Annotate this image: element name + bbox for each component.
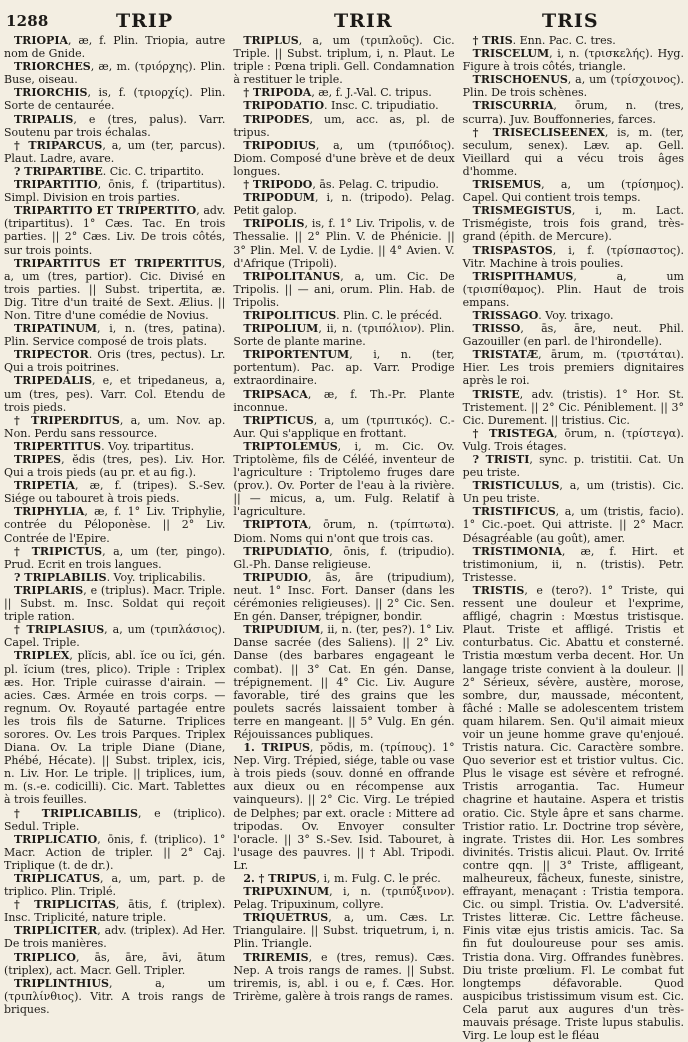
entry-definition: , a, um (tristis). Cic. Un peu triste. bbox=[462, 479, 684, 506]
entry-definition: , um, acc. as, pl. de tripus. bbox=[233, 112, 455, 139]
entry-definition: . Insc. C. tripudiatio. bbox=[324, 99, 439, 113]
column-middle bbox=[233, 34, 454, 1042]
dictionary-entry bbox=[4, 440, 225, 453]
entry-headword: TRIQUETRUS bbox=[243, 911, 329, 925]
entry-headword: TRISPASTOS bbox=[472, 243, 553, 257]
entry-definition: , a, um. Cic. De Tripolis. || — ani, orum. Plin. Hab. de Tripolis. bbox=[233, 269, 455, 309]
dictionary-entry bbox=[233, 348, 454, 387]
dictionary-entry bbox=[233, 518, 454, 544]
dictionary-entry bbox=[463, 584, 684, 1042]
entry-headword: TRIPLICO bbox=[14, 950, 76, 964]
entry-headword: † TRIPICTUS bbox=[14, 544, 103, 558]
entry-definition: , ōnis, f. (tripudio). Gl.-Ph. Danse religieuse. bbox=[233, 544, 455, 571]
entry-definition: , is, f. 1° Liv. Tripolis, v. de Thessalie. || 2° Plin. V. de Phénicie. || 3° Plin. Mel. V. de Lydie. || 4° Avien. V. d'Afrique (Tripoli). bbox=[233, 217, 455, 270]
entry-headword: TRIPODUM bbox=[243, 191, 315, 205]
dictionary-entry bbox=[4, 807, 225, 833]
entry-headword: TRISTIFICUS bbox=[472, 505, 556, 519]
entry-headword: TRISPITHAMUS bbox=[472, 269, 574, 283]
entry-definition: , a, um (tres, partior). Cic. Divisé en trois parties. || Subst. tripertita, æ. Dig. Titre d'un traité de Sext. Ælius. || Non. Titre d'une comédie de Novius. bbox=[4, 256, 226, 322]
entry-headword: TRIPTICUS bbox=[243, 413, 314, 427]
dictionary-entry bbox=[463, 126, 684, 178]
dictionary-entry bbox=[233, 741, 454, 872]
entry-headword: TRIPODIUS bbox=[243, 138, 316, 152]
dictionary-entry bbox=[233, 545, 454, 571]
entry-headword: TRIPOLITANUS bbox=[243, 269, 341, 283]
dictionary-entry bbox=[463, 545, 684, 584]
entry-definition: , e (triplus). Macr. Triple. || Subst. m. Insc. Soldat qui reçoit triple ration. bbox=[4, 583, 226, 624]
entry-definition: , adv. (tristis). 1° Hor. St. Tristement. || 2° Cic. Péniblement. || 3° Cic. Durement. || tristius. Cic. bbox=[462, 387, 684, 427]
dictionary-entry bbox=[4, 951, 225, 977]
entry-headword: 1. TRIPUS bbox=[243, 741, 310, 755]
entry-headword: 2. † TRIPUS bbox=[243, 872, 317, 885]
entry-headword: TRIPERTITUS bbox=[14, 439, 102, 453]
dictionary-entry bbox=[463, 479, 684, 505]
entry-definition: , e (triplico). Sedul. Triple. bbox=[4, 806, 226, 833]
entry-definition: , æ, f. (tripes). S.-Sev. Siége ou tabouret à trois pieds. bbox=[4, 479, 226, 506]
dictionary-entry bbox=[4, 139, 225, 165]
entry-headword: † TRISECLISEENEX bbox=[472, 125, 605, 139]
entry-definition: , pŏdis, m. (τρίπους). 1° Nep. Virg. Trépied, siége, table ou vase à trois pieds (souv. donné en offrande aux dieux ou en récompense aux vainqueurs). || 2° Cic. Virg. Le trépied de Delphes; par ext. oracle : Mittere ad tripodas. Ov. Envoyer consulter l'oracle. || 3° S.-Sev. Isid. Tabouret, à l'usage des pauvres. || † Abl. Tripodi. Lr. bbox=[233, 741, 455, 872]
dictionary-entry bbox=[4, 453, 225, 479]
entry-definition: . Enn. Pac. C. tres. bbox=[512, 34, 616, 47]
entry-definition: , e, et tripedaneus, a, um (tres, pes). Varr. Col. Etendu de trois pieds. bbox=[4, 374, 226, 414]
entry-definition: , adv. (triplex). Ad Her. De trois manières. bbox=[4, 924, 226, 951]
entry-definition: , a, um, part. p. de triplico. Plin. Triplé. bbox=[4, 872, 226, 899]
entry-definition: , ās, āre, neut. Phil. Gazouiller (en parl. de l'hirondelle). bbox=[462, 322, 684, 349]
entry-definition: , i, n. (ter, portentum). Pac. ap. Varr. Prodige extraordinaire. bbox=[233, 348, 455, 388]
entry-definition: , i, n. (tripodo). Pelag. Petit galop. bbox=[233, 191, 455, 218]
dictionary-entry bbox=[463, 34, 684, 47]
entry-headword: TRIPETIA bbox=[14, 479, 75, 493]
entry-headword: TRISTIS bbox=[472, 583, 525, 597]
entry-headword: TRIPOLITICUS bbox=[243, 308, 337, 322]
entry-headword: † TRIPLICITAS bbox=[14, 898, 116, 912]
entry-headword: TRIPOLIS bbox=[243, 217, 305, 231]
dictionary-entry bbox=[4, 86, 225, 112]
entry-headword: TRIPUDIO bbox=[243, 570, 308, 584]
entry-headword: TRIPLEX bbox=[14, 649, 70, 663]
entry-definition: , i, m. Lact. Trismégiste, trois fois grand, très-grand (épith. de Mercure). bbox=[462, 204, 684, 244]
entry-definition: , æ, f. J.-Val. C. tripus. bbox=[311, 86, 432, 100]
entry-headword: TRIPARTITIO bbox=[14, 178, 98, 192]
entry-headword: TRIPECTOR bbox=[14, 348, 89, 362]
dictionary-entry bbox=[4, 584, 225, 623]
entry-headword: TRIPUXINUM bbox=[243, 885, 330, 899]
entry-headword: TRIORCHIS bbox=[14, 86, 88, 100]
dictionary-entry bbox=[4, 924, 225, 950]
entry-headword: TRIPES bbox=[14, 453, 62, 466]
entry-definition: , a, um (τριπλοῦς). Cic. Triple. || Subst. triplum, i, n. Plaut. Le triple : Pœna tripli. Gell. Condamnation à restituer le triple. bbox=[233, 34, 455, 87]
entry-definition: . Voy. tripartitus. bbox=[101, 439, 195, 453]
entry-headword: TRISSAGO bbox=[472, 308, 539, 322]
dictionary-entry bbox=[4, 414, 225, 440]
entry-definition: , e (tres, palus). Varr. Soutenu par trois échalas. bbox=[4, 112, 226, 139]
dictionary-entry bbox=[233, 113, 454, 139]
entry-headword: TRISTIMONIA bbox=[472, 544, 562, 558]
page-header bbox=[4, 6, 684, 34]
entry-definition: , i, f. (τρίσπαστος). Vitr. Machine à trois poulies. bbox=[462, 243, 684, 270]
entry-headword: TRIPODATIO bbox=[243, 99, 325, 113]
dictionary-entry bbox=[233, 440, 454, 519]
entry-headword: ? TRIPARTIBE bbox=[14, 164, 103, 178]
entry-headword: TRISMEGISTUS bbox=[472, 204, 572, 218]
entry-definition: , ōrum, n. (τρίστεγα). Vulg. Trois étages. bbox=[462, 426, 684, 453]
entry-headword: TRIPTOLEMUS bbox=[243, 439, 338, 453]
dictionary-entry bbox=[233, 571, 454, 623]
entry-headword: TRIPORTENTUM bbox=[243, 348, 350, 362]
dictionary-entry bbox=[233, 872, 454, 885]
entry-definition: , sync. p. tristitii. Cat. Un peu triste. bbox=[462, 453, 684, 480]
dictionary-entry bbox=[233, 623, 454, 741]
dictionary-entry bbox=[4, 257, 225, 322]
entry-headword: ? TRISTI bbox=[472, 453, 530, 466]
entry-definition: , a, um (tristis, facio). 1° Cic.-poet. Qui attriste. || 2° Macr. Désagréable (au goût), amer. bbox=[462, 505, 684, 545]
dictionary-entry bbox=[4, 113, 225, 139]
entry-headword: TRISTE bbox=[472, 387, 520, 401]
dictionary-entry bbox=[4, 545, 225, 571]
entry-definition: , ās. Pelag. C. tripudio. bbox=[312, 178, 439, 192]
entry-headword: † TRIS bbox=[472, 34, 513, 47]
entry-headword: TRIPLICATIO bbox=[14, 832, 98, 846]
entry-headword: TRISTATÆ bbox=[472, 348, 539, 362]
text-columns bbox=[4, 34, 684, 1042]
dictionary-entry bbox=[4, 872, 225, 898]
entry-headword: † TRIPLASIUS bbox=[14, 623, 105, 637]
dictionary-entry bbox=[4, 505, 225, 544]
entry-definition: . Oris (tres, pectus). Lr. Qui a trois poitrines. bbox=[4, 348, 226, 375]
dictionary-entry bbox=[233, 34, 454, 86]
entry-definition: , ōnis, f. (tripartitus). Simpl. Division en trois parties. bbox=[4, 178, 226, 205]
dictionary-entry bbox=[4, 649, 225, 806]
entry-definition: , i, m. Fulg. C. le préc. bbox=[316, 872, 441, 885]
entry-definition: , a, um (τριπλάσιος). Capel. Triple. bbox=[4, 623, 226, 650]
entry-definition: , is, f. (τριορχίς). Plin. Sorte de centaurée. bbox=[4, 86, 226, 113]
entry-definition: , e (tres, remus). Cæs. Nep. A trois rangs de rames. || Subst. triremis, is, abl. i ou e, f. Cæs. Hor. Trirème, galère à trois rangs de rames. bbox=[233, 950, 455, 1003]
entry-definition: , ōrum, n. (τρίπτωτα). Diom. Noms qui n'ont que trois cas. bbox=[233, 518, 455, 545]
entry-headword: TRIREMIS bbox=[243, 950, 309, 964]
entry-headword: TRIPLICATUS bbox=[14, 872, 101, 885]
entry-definition: , e (tero?). 1° Triste, qui ressent une douleur et l'exprime, affligé, chagrin : Mœstus tristisque. Plaut. Triste et affligé. Tristis et conturbatus. Cic. Abattu et consterné. Tristia mœstum verba decent. Hor. Un langage triste convient à la douleur. || 2° Sérieux, sévère, austère, morose, sombre, dur, maussade, mécontent, fâché : Malle se adolescentem tristem quam hilarem. Sen. Qu'il aimait mieux voir un jeune homme grave qu'enjoué. Tristis natura. Cic. Caractère sombre. Quo severior est et tristior vultus. Cic. Plus le visage est sévère et refrogné. Tristis arrogantia. Tac. Humeur chagrine et hautaine. Aspera et tristis oratio. Cic. Style âpre et sans charme. Tristior ratio. Lr. Doctrine trop sévère, ingrate. Tristes dii. Hor. Les sombres divinités. Tristis alicui. Plaut. Ov. Irrité contre qqn. || 3° Triste, affligeant, malheureux, fâcheux, funeste, sinistre, effrayant, menaçant : Tristia tempora. Cic. ou simpl. Tristia. Ov. L'adversité. Tristes litteræ. Cic. Lettre fâcheuse. Finis vitæ ejus tristis amicis. Tac. Sa fin fut douloureuse pour ses amis. Tristia dona. Virg. Offrandes funèbres. Diu triste prœlium. Fl. Le combat fut longtemps défavorable. Quod auspicibus tristissimum visum est. Cic. Cela parut aux augures d'un très-mauvais présage. Triste lupus stabulis. Virg. Le loup est le fléau bbox=[462, 583, 684, 1042]
entry-definition: , a, um. Cæs. Lr. Triangulaire. || Subst. triquetrum, i, n. Plin. Triangle. bbox=[233, 911, 455, 951]
dictionary-entry bbox=[233, 951, 454, 1003]
entry-definition: , a, um (τριπόδιος). Diom. Composé d'une brève et de deux longues. bbox=[233, 138, 455, 178]
entry-definition: , plĭcis, abl. ĭce ou ĭci, gén. pl. ĭcium (tres, plico). Triple : Triplex æs. Hor. Triple cuirasse d'airain. — acies. Cæs. Armée en trois corps. — regnum. Ov. Royauté partagée entre les trois fils de Saturne. Triplices sorores. Ov. Les trois Parques. Triplex Diana. Ov. La triple Diane (Diane, Phébé, Hécate). || Subst. triplex, icis, n. Liv. Hor. Le triple. || triplices, ium, m. (s.-e. codicilli). Cic. Mart. Tablettes à trois feuilles. bbox=[4, 649, 226, 807]
dictionary-entry bbox=[4, 60, 225, 86]
entry-definition: , ās, āre (tripudium), neut. 1° Insc. Fort. Danser (dans les cérémonies religieuses). || 2° Cic. Sen. En gén. Danser, trépigner, bondir. bbox=[233, 570, 455, 624]
entry-headword: TRIOPIA bbox=[14, 34, 69, 47]
entry-headword: TRIPLINTHIUS bbox=[14, 976, 109, 990]
entry-headword: † TRIPODO bbox=[243, 178, 313, 192]
dictionary-entry bbox=[4, 322, 225, 348]
dictionary-entry bbox=[463, 270, 684, 309]
entry-definition: , ōrum, n. (tres, scurra). Juv. Bouffonneries, farces. bbox=[462, 99, 684, 126]
dictionary-entry bbox=[233, 99, 454, 112]
entry-definition: , a, um (τριπλίνθιος). Vitr. A trois rangs de briques. bbox=[4, 976, 226, 1016]
entry-headword: TRIPSACA bbox=[243, 387, 308, 401]
dictionary-entry bbox=[233, 270, 454, 309]
entry-definition: , ii, n. (ter, pes?). 1° Liv. Danse sacrée (des Saliens). || 2° Liv. Danse (des barbares engageant le combat). || 3° Cat. En gén. Danse, trépignement. || 4° Cic. Liv. Augure favorable, tiré des grains que les poulets sacrés laissaient tomber à terre en mangeant. || 5° Vulg. En gén. Réjouissances publiques. bbox=[233, 623, 455, 741]
dictionary-entry bbox=[463, 47, 684, 73]
entry-headword: TRISCELUM bbox=[472, 47, 550, 61]
entry-headword: TRIORCHES bbox=[14, 60, 91, 74]
entry-headword: TRISTICULUS bbox=[472, 479, 560, 493]
entry-headword: TRIPARTITO ET TRIPERTITO bbox=[14, 204, 197, 218]
dictionary-entry bbox=[233, 388, 454, 414]
entry-headword: † TRIPLICABILIS bbox=[14, 806, 138, 820]
entry-headword: TRIPUDIATIO bbox=[243, 544, 330, 558]
entry-headword: TRIPLICITER bbox=[14, 924, 98, 938]
entry-headword: TRIPALIS bbox=[14, 112, 74, 126]
entry-definition: , i, m. Cic. Ov. Triptolème, fils de Céléé, inventeur de l'agriculture : Triptolemo fruges dare (prov.). Ov. Porter de l'eau à la rivière. || — micus, a, um. Fulg. Relatif à l'agriculture. bbox=[233, 439, 455, 519]
entry-definition: , a, um (τρισπίθαμος). Plin. Haut de trois empans. bbox=[462, 269, 684, 309]
entry-headword: TRIPOLIUM bbox=[243, 322, 319, 336]
entry-definition: , a, um (ter, pingo). Prud. Ecrit en trois langues. bbox=[4, 544, 226, 571]
running-head-center: TRIR bbox=[334, 10, 393, 32]
entry-headword: TRISSO bbox=[472, 322, 521, 336]
page-number: 1288 bbox=[6, 12, 49, 30]
dictionary-entry bbox=[4, 204, 225, 256]
dictionary-entry bbox=[463, 348, 684, 387]
entry-headword: ? TRIPLABILIS bbox=[14, 570, 107, 584]
dictionary-entry bbox=[233, 309, 454, 322]
dictionary-entry bbox=[463, 244, 684, 270]
entry-headword: TRIPLUS bbox=[243, 34, 299, 47]
entry-definition: . Voy. triplicabilis. bbox=[106, 570, 206, 584]
entry-headword: † TRIPODA bbox=[243, 86, 312, 100]
entry-headword: TRISCURRIA bbox=[472, 99, 554, 113]
dictionary-entry bbox=[4, 165, 225, 178]
dictionary-entry bbox=[463, 73, 684, 99]
entry-definition: . Cic. C. tripartito. bbox=[102, 164, 205, 178]
entry-definition: , i, n. (τριπύξινον). Pelag. Tripuxinum, collyre. bbox=[233, 885, 455, 912]
entry-definition: , is, m. (ter, seculum, senex). Læv. ap. Gell. Vieillard qui a vécu trois âges d'homme. bbox=[462, 125, 684, 178]
entry-definition: , a, um. Nov. ap. Non. Perdu sans ressource. bbox=[4, 413, 226, 440]
entry-definition: , a, um (ter, parcus). Plaut. Ladre, avare. bbox=[4, 138, 226, 165]
entry-definition: , æ, f. Th.-Pr. Plante inconnue. bbox=[233, 387, 455, 414]
entry-definition: , ātis, f. (triplex). Insc. Triplicité, nature triple. bbox=[4, 898, 226, 925]
dictionary-entry bbox=[233, 139, 454, 178]
dictionary-entry bbox=[233, 86, 454, 99]
column-left bbox=[4, 34, 225, 1042]
entry-definition: , a, um (τρίσχοινος). Plin. De trois schènes. bbox=[462, 73, 684, 100]
dictionary-entry bbox=[4, 833, 225, 872]
entry-definition: , a, um (τρίσημος). Capel. Qui contient trois temps. bbox=[462, 178, 684, 205]
dictionary-entry bbox=[4, 898, 225, 924]
dictionary-entry bbox=[4, 977, 225, 1016]
entry-definition: , ās, āre, āvi, ātum (triplex), act. Macr. Gell. Tripler. bbox=[4, 950, 226, 977]
entry-headword: TRIPARTITUS ET TRIPERTITUS bbox=[14, 256, 222, 270]
dictionary-entry bbox=[4, 571, 225, 584]
running-head-left: TRIP bbox=[116, 10, 174, 32]
entry-headword: † TRIPARCUS bbox=[14, 138, 103, 152]
entry-headword: † TRISTEGA bbox=[472, 426, 555, 440]
entry-definition: , æ, m. (τριόρχης). Plin. Buse, oiseau. bbox=[4, 60, 226, 87]
running-head-right: TRIS bbox=[542, 10, 599, 32]
entry-definition: , æ, f. Plin. Triopia, autre nom de Gnide. bbox=[4, 34, 226, 61]
entry-definition: , ĕdis (tres, pes). Liv. Hor. Qui a trois pieds (au pr. et au fig.). bbox=[4, 453, 226, 480]
dictionary-entry bbox=[233, 178, 454, 191]
entry-headword: TRIPATINUM bbox=[14, 322, 98, 336]
entry-definition: , ōnis, f. (triplico). 1° Macr. Action de tripler. || 2° Caj. Triplique (t. de dr.). bbox=[4, 832, 226, 872]
entry-headword: TRIPLARIS bbox=[14, 583, 84, 597]
dictionary-entry bbox=[463, 322, 684, 348]
dictionary-entry bbox=[463, 178, 684, 204]
dictionary-entry bbox=[233, 885, 454, 911]
entry-headword: TRIPODES bbox=[243, 112, 310, 126]
dictionary-entry bbox=[463, 204, 684, 243]
entry-definition: , ārum, m. (τριστάται). Hier. Les trois premiers dignitaires après le roi. bbox=[462, 348, 684, 388]
entry-headword: † TRIPERDITUS bbox=[14, 413, 120, 427]
entry-headword: TRIPHYLIA bbox=[14, 505, 85, 519]
dictionary-entry bbox=[463, 427, 684, 453]
dictionary-entry bbox=[4, 623, 225, 649]
dictionary-entry bbox=[463, 99, 684, 125]
dictionary-entry bbox=[4, 34, 225, 60]
dictionary-entry bbox=[233, 414, 454, 440]
dictionary-entry bbox=[463, 309, 684, 322]
dictionary-entry bbox=[4, 374, 225, 413]
dictionary-entry bbox=[233, 911, 454, 950]
dictionary-entry bbox=[233, 191, 454, 217]
dictionary-entry bbox=[233, 322, 454, 348]
entry-definition: , i, n. (τρισκελής). Hyg. Figure à trois côtés, triangle. bbox=[462, 47, 684, 74]
column-right bbox=[463, 34, 684, 1042]
entry-definition: . Voy. trixago. bbox=[538, 308, 614, 322]
entry-definition: , æ, f. Hirt. et tristimonium, ii, n. (tristis). Petr. Tristesse. bbox=[462, 544, 684, 584]
dictionary-entry bbox=[463, 388, 684, 427]
dictionary-entry bbox=[4, 479, 225, 505]
dictionary-entry bbox=[4, 348, 225, 374]
entry-definition: . Plin. C. le précéd. bbox=[336, 308, 443, 322]
dictionary-entry bbox=[463, 505, 684, 544]
entry-definition: , ii, n. (τριπόλιον). Plin. Sorte de plante marine. bbox=[233, 322, 455, 349]
entry-headword: TRISEMUS bbox=[472, 178, 542, 192]
entry-headword: TRIPEDALIS bbox=[14, 374, 93, 388]
dictionary-entry bbox=[463, 453, 684, 479]
dictionary-entry bbox=[233, 217, 454, 269]
entry-definition: , æ, f. 1° Liv. Triphylie, contrée du Péloponèse. || 2° Liv. Contrée de l'Epire. bbox=[4, 505, 226, 545]
entry-headword: TRIPUDIUM bbox=[243, 623, 321, 637]
entry-headword: TRIPTOTA bbox=[243, 518, 308, 532]
entry-definition: , a, um (τριπτικός). C.-Aur. Qui s'applique en frottant. bbox=[233, 413, 455, 440]
entry-definition: , adv. (tripartitus). 1° Cæs. Tac. En trois parties. || 2° Cæs. Liv. De trois côtés, sur trois points. bbox=[4, 204, 226, 257]
entry-definition: , i, n. (tres, patina). Plin. Service composé de trois plats. bbox=[4, 322, 226, 349]
entry-headword: TRISCHOENUS bbox=[472, 73, 568, 87]
dictionary-entry bbox=[4, 178, 225, 204]
